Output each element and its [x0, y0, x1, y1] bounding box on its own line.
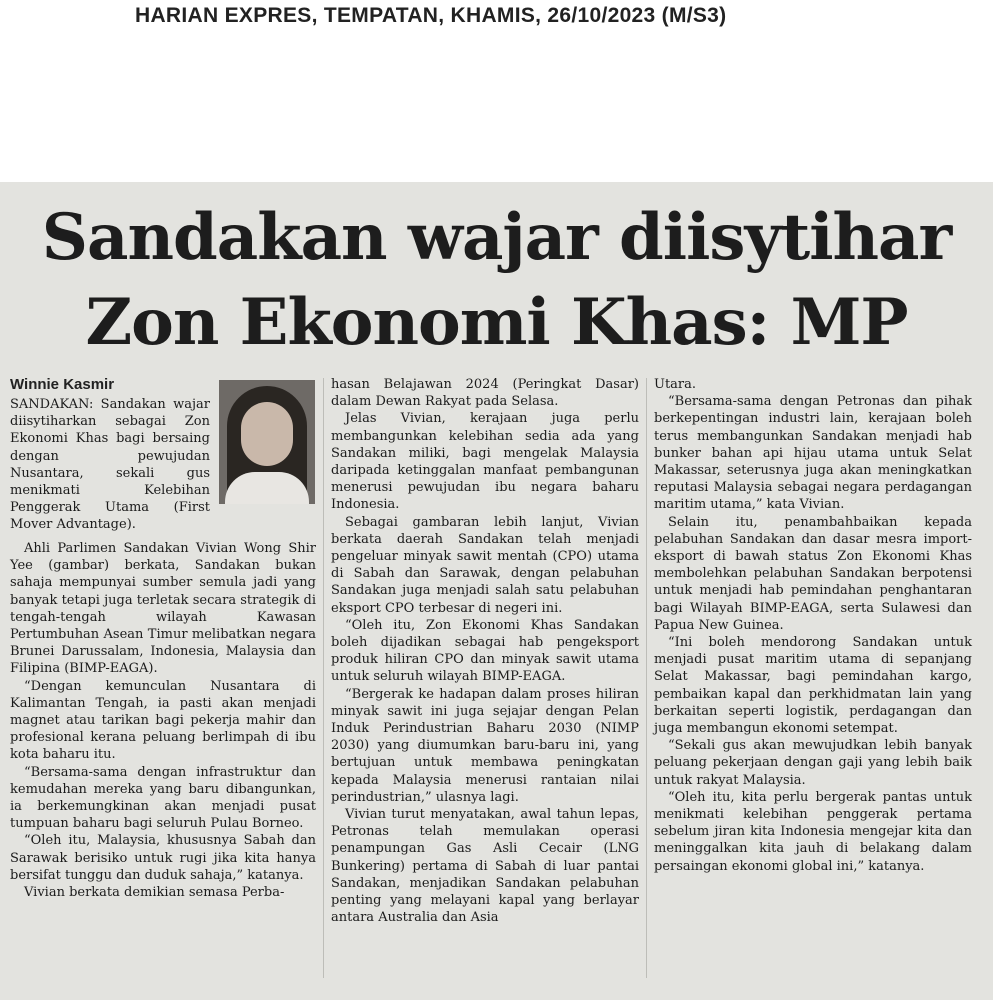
paragraph: Vivian turut menyatakan, awal tahun lepas, Petronas telah memulakan operasi penampungan Gas Asli Cecair (LNG Bunkering) pertama di Sabah di luar pantai Sandakan, menjadikan Sandakan pelabuhan penting yang melayani kapal yang berlayar antara Australia dan Asia — [331, 807, 639, 926]
paragraph: “Bersama-sama dengan Petronas dan pihak berkepentingan industri lain, kerajaan boleh terus membangunkan Sandakan menjadi hab bunker bahan api hijau utama untuk Selat Makassar, seterusnya juga akan meningkatkan reputasi Malaysia sebagai negara perdagangan maritim utama,” kata Vivian. — [654, 394, 972, 513]
paragraph: “Dengan kemunculan Nusantara di Kalimantan Tengah, ia pasti akan menjadi magnet atau tarikan bagi pekerja mahir dan profesional kerana peluang berlimpah di ibu kota baharu itu. — [10, 678, 316, 763]
paragraph: Ahli Parlimen Sandakan Vivian Wong Shir Yee (gambar) berkata, Sandakan bukan sahaja mempunyai sumber semula jadi yang banyak tetapi juga terletak secara strategik di tengah-tengah wilayah Kawasan Pertumbuhan Asean Timur melibatkan negara Brunei Darussalam, Indonesia, Malaysia dan Filipina (BIMP-EAGA). — [10, 541, 316, 677]
paragraph: “Bersama-sama dengan infrastruktur dan kemudahan mereka yang baru dibangunkan, ia berkemungkinan akan menjadi pusat tumpuan baharu bagi seluruh Pulau Borneo. — [10, 764, 316, 832]
column-3 — [654, 376, 972, 875]
newspaper-clipping — [0, 182, 993, 1000]
paragraph: “Ini boleh mendorong Sandakan untuk menjadi pusat maritim utama di sepanjang Selat Makassar, bagi pemindahan kargo, pembaikan kapal dan perkhidmatan lain yang berkaitan seperti logistik, perdagangan dan juga membangun ekonomi setempat. — [654, 635, 972, 737]
column-1 — [10, 540, 316, 901]
lead-paragraph: SANDAKAN: Sandakan wajar diisytiharkan sebagai Zon Ekonomi Khas bagi bersaing dengan pewujudan Nusantara, sekali gus menikmati Kelebihan Penggerak Utama (First Mover Advantage). — [10, 397, 210, 533]
column-1-intro — [10, 396, 210, 534]
paragraph: “Oleh itu, Malaysia, khususnya Sabah dan Sarawak berisiko untuk rugi jika kita hanya bersifat tunggu dan duduk sahaja,” katanya. — [10, 833, 316, 883]
byline: Winnie Kasmir — [10, 376, 115, 393]
paragraph: “Sekali gus akan mewujudkan lebih banyak peluang pekerjaan dengan gaji yang lebih baik untuk rakyat Malaysia. — [654, 738, 972, 788]
paragraph: “Oleh itu, Zon Ekonomi Khas Sandakan boleh dijadikan sebagai hab pengeksport produk hiliran CPO dan minyak sawit utama untuk seluruh wilayah BIMP-EAGA. — [331, 617, 639, 685]
paragraph: Jelas Vivian, kerajaan juga perlu membangunkan kelebihan sedia ada yang Sandakan miliki, bagi mengelak Malaysia daripada ketinggalan manfaat pembangunan menerusi pewujudan ibu negara baharu Indonesia. — [331, 411, 639, 513]
paragraph: Sebagai gambaran lebih lanjut, Vivian berkata daerah Sandakan telah menjadi pengeluar minyak sawit mentah (CPO) utama di Sabah dan Sarawak, dengan pelabuhan Sandakan juga menjadi salah satu pelabuhan eksport CPO terbesar di negeri ini. — [331, 514, 639, 616]
paragraph: “Oleh itu, kita perlu bergerak pantas untuk menikmati kelebihan penggerak pertama sebelum jiran kita Indonesia mengejar kita dan meninggalkan kita jauh di belakang dalam persaingan ekonomi global ini,” katanya. — [654, 789, 972, 874]
column-divider — [323, 378, 324, 978]
column-2 — [331, 376, 639, 927]
paragraph: “Bergerak ke hadapan dalam proses hiliran minyak sawit ini juga sejajar dengan Pelan Induk Perindustrian Baharu 2030 (NIMP 2030) yang diumumkan baru-baru ini, yang bertujuan untuk membawa peningkatan kepada Malaysia menerusi rantaian nilai perindustrian,” ulasnya lagi. — [331, 686, 639, 805]
paragraph: Utara. — [654, 377, 697, 392]
masthead — [0, 0, 993, 182]
headline-line-2: Zon Ekonomi Khas: MP — [85, 285, 908, 360]
portrait-photo-icon — [219, 380, 315, 504]
headline-line-1: Sandakan wajar diisytihar — [41, 200, 952, 275]
paragraph: Vivian berkata demikian semasa Perba- — [24, 885, 285, 901]
paragraph: Selain itu, penambahbaikan kepada pelabuhan Sandakan dan dasar mesra import-eksport di bawah status Zon Ekonomi Khas membolehkan pelabuhan Sandakan berpotensi untuk menjadi hab pemindahan penghantaran bagi Wilayah BIMP-EAGA, serta Sulawesi dan Papua New Guinea. — [654, 514, 972, 633]
paragraph: hasan Belajawan 2024 (Peringkat Dasar) dalam Dewan Rakyat pada Selasa. — [331, 377, 639, 410]
column-divider — [646, 378, 647, 978]
masthead-label: HARIAN EXPRES, TEMPATAN, KHAMIS, 26/10/2023 (M/S3) — [135, 4, 727, 27]
